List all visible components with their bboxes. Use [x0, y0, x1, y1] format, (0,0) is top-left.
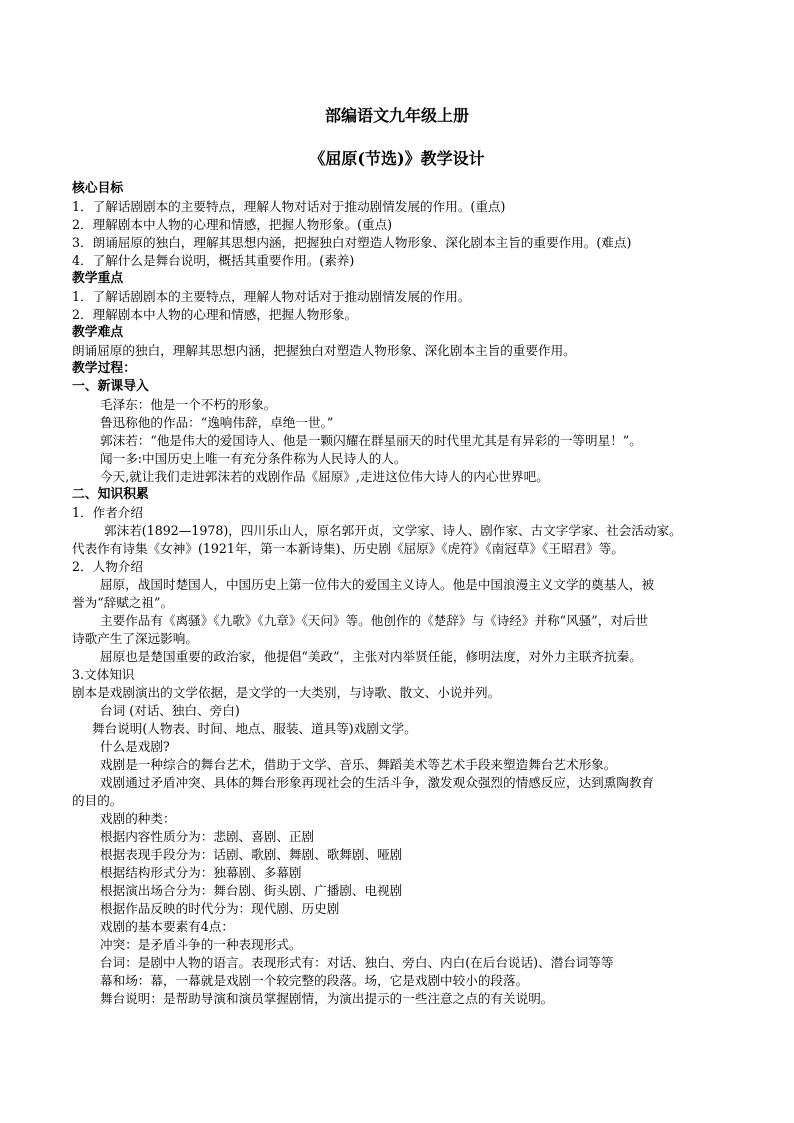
- genre-line: 冲突：是矛盾斗争的一种表现形式。: [100, 937, 302, 952]
- genre-line: 幕和场：幕，一幕就是戏剧一个较完整的段落。场，它是戏剧中较小的段落。: [100, 973, 529, 988]
- doc-title-lesson: 《屈原(节选)》教学设计: [309, 149, 485, 168]
- intro-line: 郭沫若：“他是伟大的爱国诗人、他是一颗闪耀在群星丽天的时代里尤其是有异彩的一等明星！”。: [100, 433, 642, 448]
- genre-line: 剧本是戏剧演出的文学依据，是文学的一大类别，与诗歌、散文、小说并列。: [72, 685, 501, 700]
- heading-key-points: 教学重点: [72, 271, 124, 286]
- author-line: 代表作有诗集《女神》(1921年，第一本新诗集)、历史剧《屈原》《虎符》《南冠草》《王昭君》等。: [72, 541, 624, 556]
- genre-line: 的目的。: [72, 793, 123, 808]
- person-line: 诗歌产生了深远影响。: [72, 631, 198, 646]
- heading-author: 1．作者介绍: [72, 505, 143, 520]
- genre-line: 根据表现手段分为：话剧、歌剧、舞剧、歌舞剧、哑剧: [100, 847, 403, 862]
- key-point-item: 2．理解剧本中人物的心理和情感，把握人物形象。: [72, 307, 358, 322]
- core-goal-item: 2．理解剧本中人物的心理和情感，把握人物形象。(重点): [72, 217, 393, 232]
- intro-line: 今天,就让我们走进郭沫若的戏剧作品《屈原》,走进这位伟大诗人的内心世界吧。: [100, 469, 549, 484]
- heading-knowledge: 二、知识积累: [72, 487, 149, 502]
- genre-line: 戏剧的种类：: [100, 811, 176, 826]
- person-line: 屈原也是楚国重要的政治家，他提倡“美政”，主张对内举贤任能，修明法度，对外力主联齐抗秦。: [100, 649, 642, 664]
- doc-title-grade: 部编语文九年级上册: [324, 106, 469, 125]
- genre-line: 根据结构形式分为：独幕剧、多幕剧: [100, 865, 302, 880]
- core-goal-item: 3．朗诵屈原的独白，理解其思想内涵，把握独白对塑造人物形象、深化剧本主旨的重要作用。(难点): [72, 235, 632, 250]
- genre-line: 舞台说明(人物表、时间、地点、服装、道具等)戏剧文学。: [92, 721, 417, 736]
- genre-line: 根据演出场合分为：舞台剧、街头剧、广播剧、电视剧: [100, 883, 403, 898]
- key-point-item: 1．了解话剧剧本的主要特点，理解人物对话对于推动剧情发展的作用。: [72, 289, 471, 304]
- genre-line: 戏剧通过矛盾冲突、具体的舞台形象再现社会的生活斗争，激发观众强烈的情感反应，达到熏陶教育: [100, 775, 655, 790]
- genre-line: 戏剧的基本要素有4点：: [100, 919, 234, 934]
- genre-line: 根据内容性质分为：悲剧、喜剧、正剧: [100, 829, 315, 844]
- intro-line: 闻一多:中国历史上唯一有充分条件称为人民诗人的人。: [100, 451, 407, 466]
- intro-line: 毛泽东：他是一个不朽的形象。: [100, 397, 277, 412]
- genre-line: 台词：是剧中人物的语言。表现形式有：对话、独白、旁白、内白(在后台说话)、潜台词等等: [100, 955, 614, 970]
- person-line: 屈原，战国时楚国人，中国历史上第一位伟大的爱国主义诗人。他是中国浪漫主义文学的奠基人，被: [100, 577, 655, 592]
- genre-line: 舞台说明：是帮助导演和演员掌握剧情，为演出提示的一些注意之点的有关说明。: [100, 991, 554, 1006]
- heading-difficulties: 教学难点: [72, 325, 124, 340]
- author-line: 郭沫若(1892—1978)，四川乐山人，原名郭开贞，文学家、诗人、剧作家、古文字学家、社会活动家。: [104, 523, 682, 538]
- genre-line: 根据作品反映的时代分为：现代剧、历史剧: [100, 901, 340, 916]
- intro-line: 鲁迅称他的作品：“逸响伟辞，卓绝一世。”: [100, 415, 334, 430]
- core-goal-item: 4．了解什么是舞台说明，概括其重要作用。(素养): [72, 253, 355, 268]
- heading-person: 2．人物介绍: [72, 559, 143, 574]
- difficulty-text: 朗诵屈原的独白，理解其思想内涵，把握独白对塑造人物形象、深化剧本主旨的重要作用。: [72, 343, 576, 358]
- genre-line: 戏剧是一种综合的舞台艺术，借助于文学、音乐、舞蹈美术等艺术手段来塑造舞台艺术形象。: [100, 757, 617, 772]
- person-line: 主要作品有《离骚》《九歌》《九章》《天问》等。他创作的《楚辞》与《诗经》并称“风骚”，对后世: [100, 613, 649, 628]
- person-line: 誉为“辞赋之祖”。: [72, 595, 174, 610]
- genre-line: 台词 (对话、独白、旁白): [100, 703, 240, 718]
- core-goal-item: 1．了解话剧剧本的主要特点，理解人物对话对于推动剧情发展的作用。(重点): [72, 199, 506, 214]
- heading-core-goals: 核心目标: [72, 181, 124, 196]
- genre-line: 什么是戏剧?: [100, 739, 170, 754]
- heading-intro: 一、新课导入: [72, 379, 149, 394]
- heading-genre: 3.文体知识: [72, 667, 135, 682]
- heading-process: 教学过程：: [72, 361, 136, 376]
